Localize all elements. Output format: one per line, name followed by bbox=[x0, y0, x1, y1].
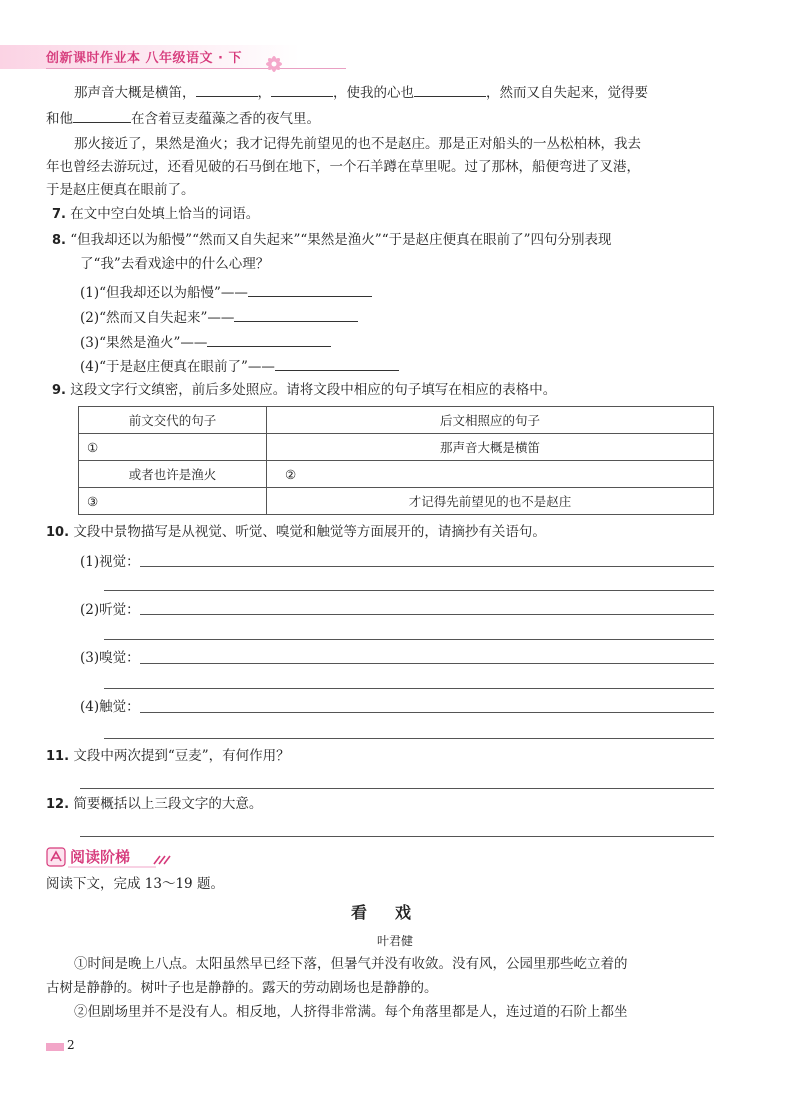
passage-line: 那声音大概是横笛， ， ，使我的心也 ，然而又自失起来，觉得要 bbox=[46, 82, 648, 103]
q10-item-1: (1)视觉： bbox=[80, 554, 140, 570]
correspondence-table bbox=[78, 406, 714, 515]
answer-line[interactable] bbox=[104, 688, 714, 689]
blank[interactable] bbox=[271, 82, 333, 97]
page-marker bbox=[46, 1043, 64, 1051]
question-8-cont: 了“我”去看戏途中的什么心理？ bbox=[80, 256, 270, 272]
table-cell[interactable]: ① bbox=[79, 434, 267, 461]
section-title: 阅读阶梯 bbox=[70, 848, 131, 866]
answer-line[interactable] bbox=[104, 738, 714, 739]
flower-icon bbox=[262, 52, 286, 76]
answer-blank[interactable] bbox=[275, 356, 399, 371]
answer-blank[interactable] bbox=[207, 332, 331, 347]
answer-line[interactable] bbox=[80, 836, 714, 837]
answer-line[interactable] bbox=[140, 566, 714, 567]
question-7: 7. 在文中空白处填上恰当的词语。 bbox=[52, 206, 260, 222]
blank[interactable] bbox=[414, 82, 486, 97]
article-author: 叶君健 bbox=[376, 934, 413, 948]
passage-line: 那火接近了，果然是渔火；我才记得先前望见的也不是赵庄。那是正对船头的一丛松柏林，我去 bbox=[74, 136, 641, 152]
article-line: ②但剧场里并不是没有人。相反地，人挤得非常满。每个角落里都是人，连过道的石阶上都坐 bbox=[74, 1004, 628, 1020]
table-cell: 那声音大概是横笛 bbox=[267, 434, 714, 461]
table-cell: 或者也许是渔火 bbox=[79, 461, 267, 488]
answer-line[interactable] bbox=[140, 712, 714, 713]
question-10: 10. 文段中景物描写是从视觉、听觉、嗅觉和触觉等方面展开的，请摘抄有关语句。 bbox=[46, 524, 546, 540]
answer-blank[interactable] bbox=[234, 307, 358, 322]
table-header: 后文相照应的句子 bbox=[267, 407, 714, 434]
table-cell[interactable]: ③ bbox=[79, 488, 267, 515]
passage-line: 年也曾经去游玩过，还看见破的石马倒在地下，一个石羊蹲在草里呢。过了那林，船便弯进了叉港， bbox=[46, 159, 640, 175]
header-divider bbox=[46, 68, 346, 69]
article-line: ①时间是晚上八点。太阳虽然早已经下落，但暑气并没有收敛。没有风，公园里那些屹立着的 bbox=[74, 956, 628, 972]
answer-line[interactable] bbox=[140, 614, 714, 615]
page-number: 2 bbox=[67, 1038, 75, 1052]
article-line: 古树是静静的。树叶子也是静静的。露天的劳动剧场也是静静的。 bbox=[46, 980, 438, 996]
answer-line[interactable] bbox=[104, 590, 714, 591]
table-header: 前文交代的句子 bbox=[79, 407, 267, 434]
q10-item-2: (2)听觉： bbox=[80, 602, 140, 618]
q10-item-4: (4)触觉： bbox=[80, 699, 140, 715]
question-8: 8. “但我却还以为船慢”“然而又自失起来”“果然是渔火”“于是赵庄便真在眼前了”四句分别表现 bbox=[52, 232, 612, 248]
answer-line[interactable] bbox=[80, 788, 714, 789]
answer-line[interactable] bbox=[104, 639, 714, 640]
answer-line[interactable] bbox=[140, 663, 714, 664]
passage-line: 于是赵庄便真在眼前了。 bbox=[46, 182, 195, 198]
q8-item-3: (3)“果然是渔火”—— bbox=[80, 332, 331, 353]
q8-item-2: (2)“然而又自失起来”—— bbox=[80, 307, 358, 328]
question-9: 9. 这段文字行文缜密，前后多处照应。请将文段中相应的句子填写在相应的表格中。 bbox=[52, 382, 557, 398]
section-instruction: 阅读下文，完成 13～19 题。 bbox=[46, 876, 224, 892]
header-title: 创新课时作业本 八年级语文 · 下 bbox=[46, 51, 243, 66]
article-title: 看戏 bbox=[350, 903, 439, 922]
answer-blank[interactable] bbox=[248, 282, 372, 297]
q8-item-4: (4)“于是赵庄便真在眼前了”—— bbox=[80, 356, 399, 377]
q10-item-3: (3)嗅觉： bbox=[80, 650, 140, 666]
q8-item-1: (1)“但我却还以为船慢”—— bbox=[80, 282, 372, 303]
table-cell[interactable]: ② bbox=[267, 461, 714, 488]
blank[interactable] bbox=[196, 82, 258, 97]
question-12: 12. 简要概括以上三段文字的大意。 bbox=[46, 796, 263, 812]
passage-line: 和他 在含着豆麦蕴藻之香的夜气里。 bbox=[46, 108, 320, 129]
table-cell: 才记得先前望见的也不是赵庄 bbox=[267, 488, 714, 515]
question-11: 11. 文段中两次提到“豆麦”，有何作用？ bbox=[46, 748, 290, 764]
blank[interactable] bbox=[73, 108, 131, 123]
